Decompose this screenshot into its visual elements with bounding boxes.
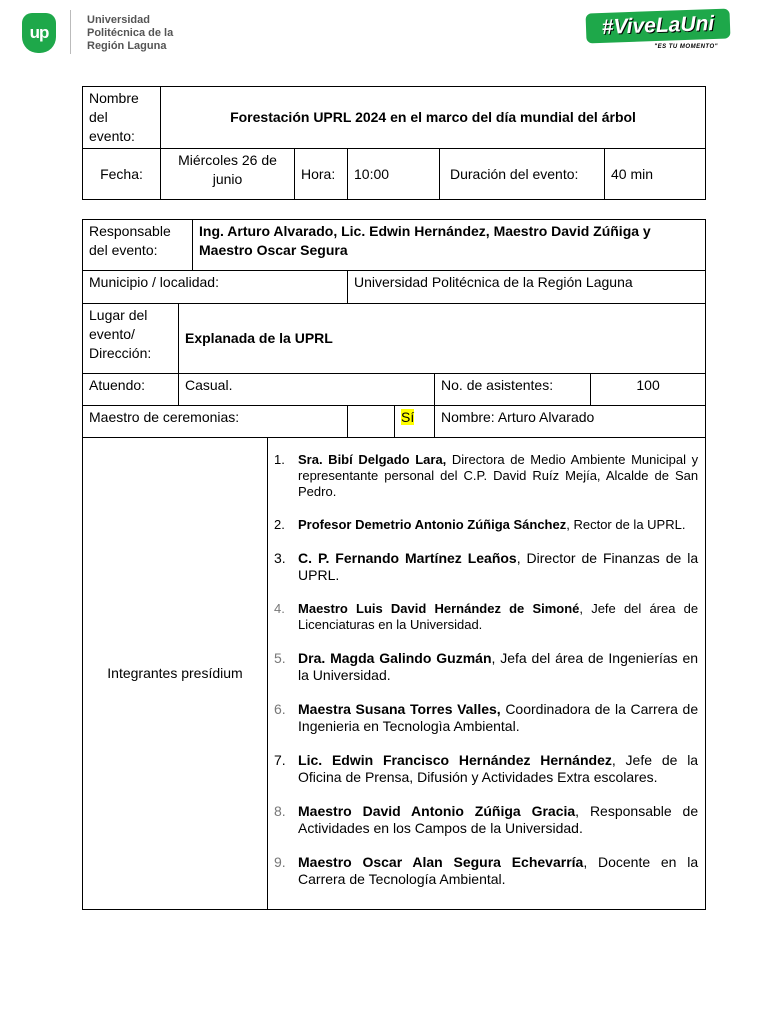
responsible-value: Ing. Arturo Alvarado, Lic. Edwin Hernández, Maestro David Zúñiga y Maestro Oscar Segura	[193, 220, 706, 271]
municipality-value: Universidad Politécnica de la Región Laguna	[348, 271, 706, 304]
mc-empty-cell	[348, 406, 395, 438]
time-value: 10:00	[348, 149, 440, 200]
mc-name: Nombre: Arturo Alvarado	[435, 406, 706, 438]
mc-yes: Sí	[401, 409, 415, 425]
university-line: Región Laguna	[87, 40, 167, 52]
attendees-label: No. de asistentes:	[435, 374, 591, 406]
presidium-list	[268, 452, 698, 888]
details-table	[82, 219, 706, 910]
responsible-label: Responsable del evento:	[83, 220, 193, 271]
place-value: Explanada de la UPRL	[179, 304, 706, 374]
attendees-value: 100	[591, 374, 706, 406]
mc-label: Maestro de ceremonias:	[83, 406, 348, 438]
event-name-label: Nombre del evento:	[83, 87, 161, 149]
presidium-item: 6. Maestra Susana Torres Valles, Coordinadora de la Carrera de Ingenieria en Tecnologìa Ambiental.	[274, 701, 699, 734]
brand-badge	[586, 8, 731, 43]
event-table	[82, 86, 706, 200]
presidium-item: 7. Lic. Edwin Francisco Hernández Hernández, Jefe de la Oficina de Prensa, Difusión y Actividades Extra escolares.	[274, 752, 699, 785]
university-name	[87, 14, 173, 53]
presidium-item: 9. Maestro Oscar Alan Segura Echevarría, Docente en la Carrera de Tecnología Ambiental.	[274, 854, 699, 887]
date-label: Fecha:	[83, 149, 161, 200]
duration-label: Duración del evento:	[440, 149, 605, 200]
municipality-label: Municipio / localidad:	[83, 271, 348, 304]
attire-value: Casual.	[179, 374, 435, 406]
presidium-label: Integrantes presídium	[83, 438, 268, 910]
time-label: Hora:	[295, 149, 348, 200]
event-name-value: Forestación UPRL 2024 en el marco del día mundial del árbol	[161, 87, 706, 149]
brand-tagline: "ES TU MOMENTO"	[654, 44, 718, 50]
place-label: Lugar del evento/ Dirección:	[83, 304, 179, 374]
presidium-item: 2. Profesor Demetrio Antonio Zúñiga Sánchez, Rector de la UPRL.	[274, 517, 686, 532]
duration-value: 40 min	[605, 149, 706, 200]
presidium-item: 4. Maestro Luis David Hernández de Simoné, Jefe del área de Licenciaturas en la Universidad.	[274, 601, 699, 632]
presidium-item: 8. Maestro David Antonio Zúñiga Gracia, Responsable de Actividades en los Campos de la Universidad.	[274, 803, 699, 836]
presidium-item: 1. Sra. Bibí Delgado Lara, Directora de Medio Ambiente Municipal y representante personal del C.P. David Ruíz Mejía, Alcalde de San Pedro.	[274, 452, 699, 499]
presidium-item: 5. Dra. Magda Galindo Guzmán, Jefa del área de Ingenierías en la Universidad.	[274, 650, 699, 683]
logo-divider	[70, 10, 71, 54]
date-value: Miércoles 26 de junio	[161, 149, 295, 200]
university-line: Universidad	[87, 14, 150, 26]
presidium-item: 3. C. P. Fernando Martínez Leaños, Director de Finanzas de la UPRL.	[274, 550, 699, 583]
page-header	[20, 8, 732, 58]
brand-text: #ViveLaUni	[601, 12, 715, 39]
presidium-cell	[268, 438, 706, 910]
mc-yes-cell	[395, 406, 435, 438]
university-logo	[22, 13, 56, 53]
logo-text: up	[29, 23, 49, 42]
attire-label: Atuendo:	[83, 374, 179, 406]
university-line: Politécnica de la	[87, 27, 174, 39]
